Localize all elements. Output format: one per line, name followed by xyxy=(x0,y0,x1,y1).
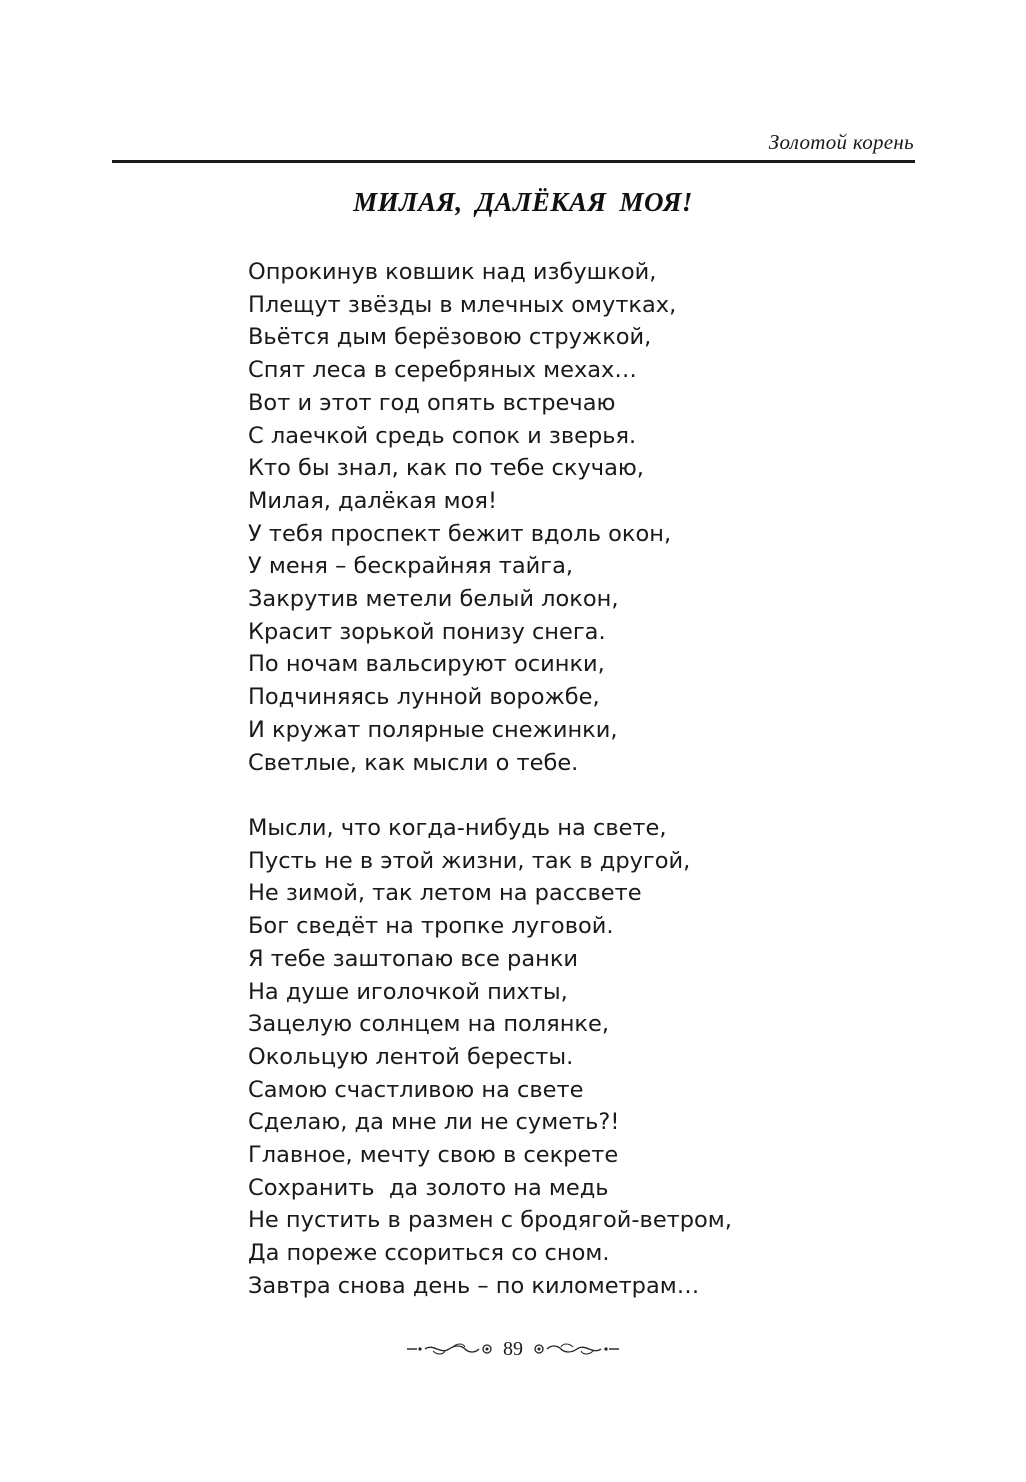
poem-line: И кружат полярные снежинки, xyxy=(248,716,618,743)
poem-line: Опрокинув ковшик над избушкой, xyxy=(248,259,657,285)
poem-line: Светлые, как мысли о тебе. xyxy=(248,749,579,776)
poem-line: Пусть не в этой жизни, так в другой, xyxy=(248,847,691,874)
poem-line: Красит зорькой понизу снега. xyxy=(248,618,606,645)
poem-line: На душе иголочкой пихты, xyxy=(248,978,568,1005)
poem-stanza-1 xyxy=(248,256,676,779)
poem-line: Самою счастливою на свете xyxy=(248,1076,584,1103)
poem-line: У меня – бескрайняя тайга, xyxy=(248,553,574,580)
left-flourish-ornament xyxy=(405,1339,497,1359)
poem-title: МИЛАЯ, ДАЛЁКАЯ МОЯ! xyxy=(353,187,693,217)
poem-line: Кто бы знал, как по тебе скучаю, xyxy=(248,455,644,482)
poem-line: Вот и этот год опять встречаю xyxy=(248,389,616,416)
poem-line: Спят леса в серебряных мехах… xyxy=(248,357,637,384)
poem-line: Подчиняясь лунной ворожбе, xyxy=(248,684,600,711)
poem-line: Завтра снова день – по километрам… xyxy=(248,1272,700,1299)
poem-line: У тебя проспект бежит вдоль окон, xyxy=(248,520,672,547)
poem-line: Да пореже ссориться со сном. xyxy=(248,1240,610,1267)
poem-line: Закрутив метели белый локон, xyxy=(248,586,619,613)
poem-line: Окольцую лентой бересты. xyxy=(248,1043,574,1070)
right-flourish-ornament xyxy=(529,1339,621,1359)
poem-line: Вьётся дым берёзовою стружкой, xyxy=(248,324,652,351)
poem-line: Мысли, что когда-нибудь на свете, xyxy=(248,815,667,841)
page-number: 89 xyxy=(503,1337,523,1360)
poem-line: Я тебе заштопаю все ранки xyxy=(248,945,579,972)
poem-line: Сохранить да золото на медь xyxy=(248,1174,609,1201)
poem-line: Бог сведёт на тропке луговой. xyxy=(248,913,614,940)
poem-line: Сделаю, да мне ли не суметь?! xyxy=(248,1109,620,1136)
poem-line: Плещут звёзды в млечных омутках, xyxy=(248,291,677,318)
poem-line: Главное, мечту свою в секрете xyxy=(248,1142,619,1169)
poem-line: По ночам вальсируют осинки, xyxy=(248,651,605,678)
poem-stanza-2 xyxy=(248,812,732,1303)
poem-line: Милая, далёкая моя! xyxy=(248,487,497,514)
page-footer xyxy=(0,1334,1026,1364)
running-head-title: Золотой корень xyxy=(768,130,914,154)
header-rule xyxy=(112,160,915,163)
poem-line: С лаечкой средь сопок и зверья. xyxy=(248,422,637,449)
poem-line: Не зимой, так летом на рассвете xyxy=(248,880,642,907)
poem-line: Зацелую солнцем на полянке, xyxy=(248,1011,610,1038)
poem-line: Не пустить в размен с бродягой-ветром, xyxy=(248,1207,732,1234)
